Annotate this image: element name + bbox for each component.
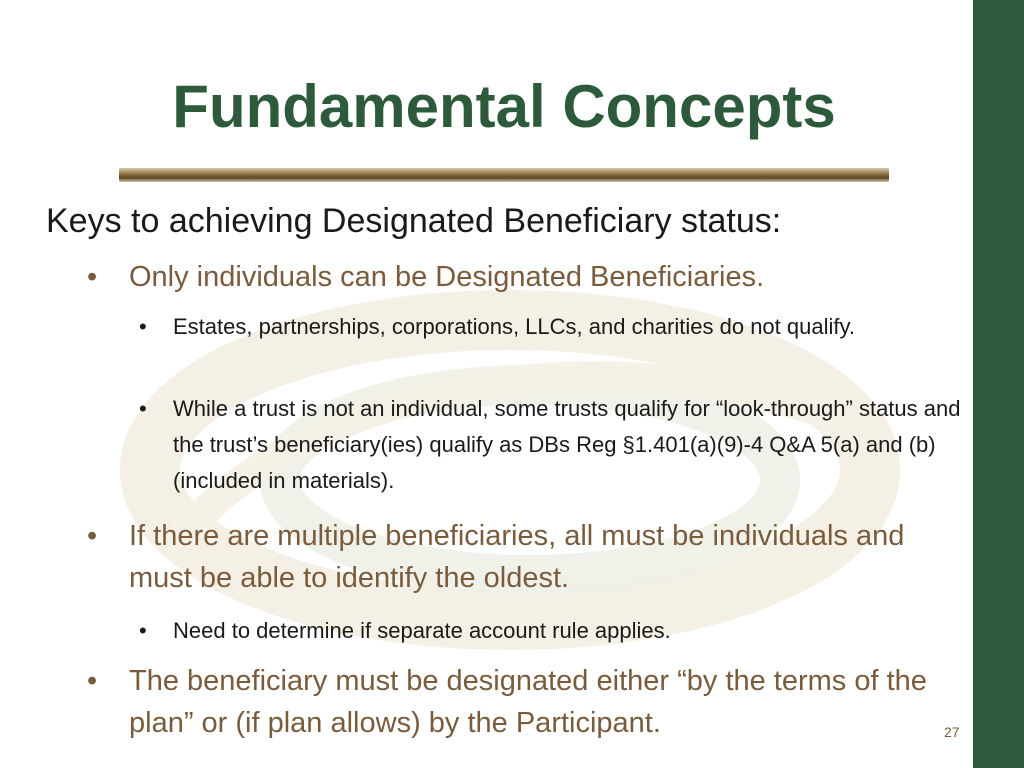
- sub-bullet-separate-account: • Need to determine if separate account rule applies.: [173, 613, 963, 649]
- bullet-individuals: • Only individuals can be Designated Beneficiaries.: [129, 256, 949, 298]
- slide-title: Fundamental Concepts: [172, 73, 836, 140]
- slide-number: 27: [944, 724, 960, 740]
- sub-bullet-trusts: • While a trust is not an individual, some trusts qualify for “look-through” status and the trust’s beneficiary(ies) qualify as DBs Reg §1.401(a)(9)-4 Q&A 5(a) and (b) (included in materials).: [173, 391, 963, 499]
- bullet-designation: • The beneficiary must be designated either “by the terms of the plan” or (if plan allows) by the Participant.: [129, 660, 949, 744]
- slide-heading: Keys to achieving Designated Beneficiary status:: [46, 202, 782, 240]
- bullet-multiple-beneficiaries: • If there are multiple beneficiaries, all must be individuals and must be able to identify the oldest.: [129, 515, 949, 599]
- sub-bullet-estates: • Estates, partnerships, corporations, LLCs, and charities do not qualify.: [173, 309, 963, 345]
